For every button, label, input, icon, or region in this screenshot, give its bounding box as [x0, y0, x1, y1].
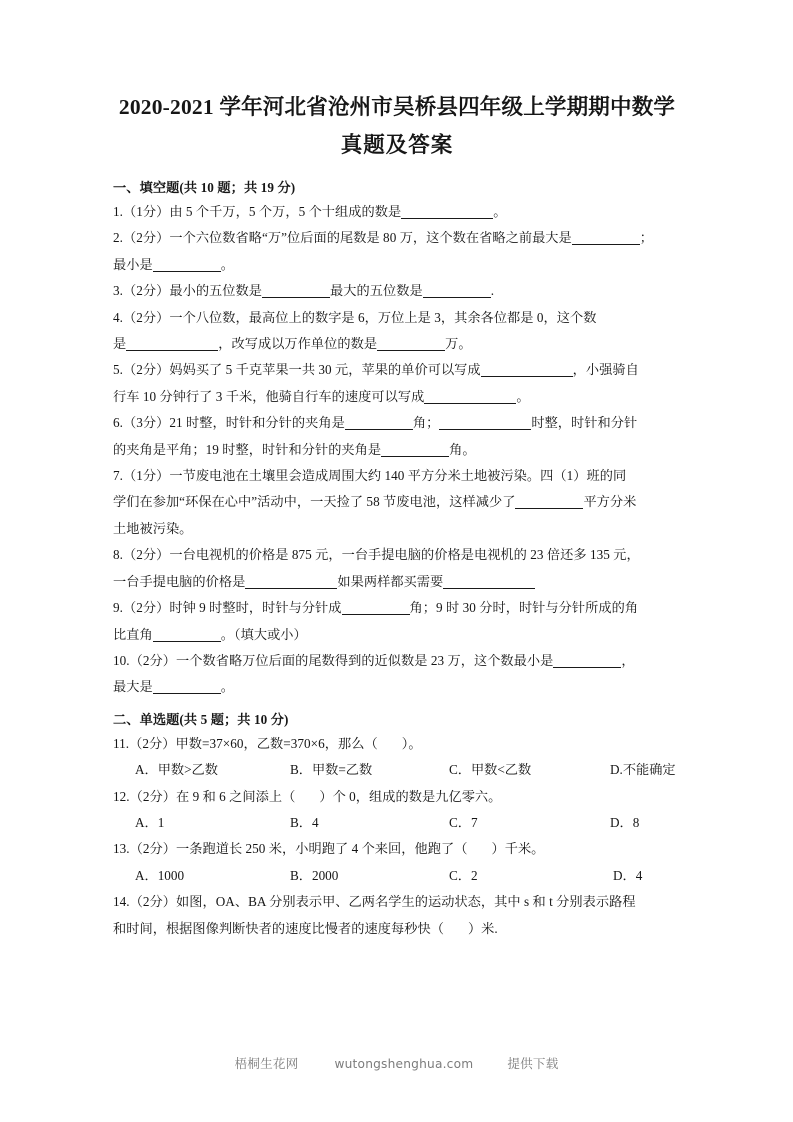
answer-blank[interactable] — [515, 495, 583, 509]
options-row-12 — [113, 810, 691, 836]
question-5-text-b: ，小强骑自 — [572, 362, 639, 378]
answer-blank[interactable] — [401, 205, 493, 219]
question-7-text-c: 平方分米 — [583, 494, 637, 510]
question-11-text-a: 11.（2分）甲数=37×60，乙数=370×6，那么（ — [113, 735, 378, 751]
option-13-a[interactable]: A．1000 — [135, 867, 185, 883]
answer-blank[interactable] — [377, 337, 445, 351]
answer-blank[interactable] — [381, 443, 449, 457]
answer-blank[interactable] — [424, 390, 516, 404]
answer-blank[interactable] — [342, 601, 410, 615]
question-5 — [113, 357, 691, 383]
answer-blank[interactable] — [153, 680, 221, 694]
answer-blank[interactable] — [126, 337, 218, 351]
question-7-cont2 — [113, 516, 691, 542]
option-11-a[interactable]: A．甲数>乙数 — [135, 762, 218, 778]
question-2-cont — [113, 252, 691, 278]
question-8-text-a: 8.（2分）一台电视机的价格是 875 元，一台手提电脑的价格是电视机的 23 倍还多 135 元， — [113, 547, 640, 563]
answer-blank[interactable] — [423, 284, 491, 298]
question-5-text-c: 行车 10 分钟行了 3 千米，他骑自行车的速度可以写成 — [113, 388, 425, 404]
question-3-text-a: 3.（2分）最小的五位数是 — [113, 283, 263, 299]
option-11-d[interactable]: D.不能确定 — [610, 762, 676, 778]
question-7-text-a: 7.（1分）一节废电池在土壤里会造成周围大约 140 平方分米土地被污染。四（1）班的同 — [113, 468, 627, 484]
question-4-text-c: ，改写成以万作单位的数是 — [218, 336, 378, 352]
question-12-text-b: ）个 0，组成的数是九亿零六。 — [319, 788, 502, 804]
answer-blank[interactable] — [245, 575, 337, 589]
question-7 — [113, 463, 691, 489]
footer-note: 提供下载 — [507, 1057, 559, 1071]
question-7-text-b: 学们在参加“环保在心中”活动中，一天捡了 58 节废电池，这样减少了 — [113, 494, 516, 510]
question-10-text-d: 。 — [220, 679, 234, 695]
question-10-cont — [113, 674, 691, 700]
question-14-cont — [113, 916, 691, 942]
question-1 — [113, 199, 691, 225]
question-6-text-e: 角。 — [449, 441, 476, 457]
question-14-text-c: ）米. — [467, 920, 498, 936]
question-8-text-c: 如果两样都买需要 — [337, 573, 444, 589]
question-6-text-c: 时整，时针和分针 — [531, 415, 638, 431]
page-title — [100, 88, 694, 164]
question-4-cont — [113, 331, 691, 357]
question-4-text-a: 4.（2分）一个八位数，最高位上的数字是 6，万位上是 3，其余各位都是 0，这个数 — [113, 309, 597, 325]
answer-blank[interactable] — [153, 628, 221, 642]
question-9 — [113, 595, 691, 621]
answer-blank[interactable] — [443, 575, 535, 589]
question-13-text-a: 13.（2分）一条跑道长 250 米，小明跑了 4 个来回，他跑了（ — [113, 841, 468, 857]
option-13-d[interactable]: D．4 — [613, 867, 643, 883]
question-3 — [113, 278, 691, 304]
question-5-text-a: 5.（2分）妈妈买了 5 千克苹果一共 30 元，苹果的单价可以写成 — [113, 362, 481, 378]
section-heading-fill-in-blank: 一、填空题(共 10 题；共 19 分) — [113, 180, 296, 195]
option-13-b[interactable]: B．2000 — [290, 867, 339, 883]
question-1-text-b: 。 — [493, 204, 507, 219]
question-2 — [113, 225, 691, 251]
answer-blank[interactable] — [153, 258, 221, 272]
question-13-text-b: ）千米。 — [491, 841, 545, 857]
question-10-text-b: ， — [621, 652, 635, 668]
footer-url: wutongshenghua.com — [334, 1057, 474, 1071]
question-6-text-a: 6.（3分）21 时整，时针和分针的夹角是 — [113, 415, 345, 431]
question-10-text-a: 10.（2分）一个数省略万位后面的尾数得到的近似数是 23 万，这个数最小是 — [113, 652, 554, 668]
question-14 — [113, 889, 691, 915]
title-line-1: 2020-2021 学年河北省沧州市吴桥县四年级上学期期中数学 — [118, 95, 676, 119]
question-12 — [113, 784, 691, 810]
option-13-c[interactable]: C．2 — [449, 867, 478, 883]
option-11-b[interactable]: B．甲数=乙数 — [290, 762, 373, 778]
question-9-text-b: 角；9 时 30 分时，时针与分针所成的角 — [409, 600, 639, 616]
question-11 — [113, 731, 691, 757]
question-9-text-a: 9.（2分）时钟 9 时整时，时针与分针成 — [113, 600, 342, 616]
answer-blank[interactable] — [481, 363, 573, 377]
question-1-text-a: 1.（1分）由 5 个千万，5 个万，5 个十组成的数是 — [113, 204, 402, 219]
question-6-text-d: 的夹角是平角；19 时整，时针和分针的夹角是 — [113, 441, 382, 457]
section-heading-multiple-choice: 二、单选题(共 5 题；共 10 分) — [113, 711, 289, 727]
option-12-d[interactable]: D．8 — [610, 814, 640, 830]
title-line-2: 真题及答案 — [340, 133, 454, 157]
question-9-cont — [113, 622, 691, 648]
question-2-text-d: 。 — [220, 256, 234, 272]
question-13 — [113, 836, 691, 862]
question-4-text-d: 万。 — [445, 336, 472, 352]
question-10-text-c: 最大是 — [113, 679, 153, 695]
question-9-text-c: 比直角 — [113, 626, 153, 642]
question-3-text-b: 最大的五位数是 — [330, 283, 423, 299]
document-body — [113, 178, 691, 942]
options-row-13 — [113, 863, 691, 889]
question-11-text-b: ）。 — [401, 735, 422, 751]
question-2-text-b: ； — [639, 230, 654, 246]
question-5-cont — [113, 384, 691, 410]
question-5-text-d: 。 — [516, 388, 530, 404]
option-11-c[interactable]: C．甲数<乙数 — [449, 762, 532, 778]
question-7-cont — [113, 489, 691, 515]
options-row-11 — [113, 757, 691, 783]
question-4-text-b: 是 — [113, 336, 127, 352]
footer-site-name: 梧桐生花网 — [234, 1057, 299, 1071]
option-12-c[interactable]: C．7 — [449, 814, 478, 830]
question-8-cont — [113, 569, 691, 595]
question-10 — [113, 648, 691, 674]
question-8-text-b: 一台手提电脑的价格是 — [113, 573, 246, 589]
question-6-cont — [113, 437, 691, 463]
question-4 — [113, 305, 691, 331]
question-7-text-d: 土地被污染。 — [113, 520, 193, 536]
question-6 — [113, 410, 691, 436]
question-8 — [113, 542, 691, 568]
question-6-text-b: 角； — [412, 415, 440, 431]
option-12-b[interactable]: B．4 — [290, 814, 319, 830]
question-2-text-a: 2.（2分）一个六位数省略“万”位后面的尾数是 80 万，这个数在省略之前最大是 — [113, 230, 572, 246]
question-9-text-d: 。（填大或小） — [220, 626, 307, 642]
option-12-a[interactable]: A．1 — [135, 814, 165, 830]
question-3-text-c: . — [490, 283, 495, 299]
page-footer — [0, 1053, 793, 1072]
question-14-text-a: 14.（2分）如图，OA、BA 分别表示甲、乙两名学生的运动状态，其中 s 和 t 分别表示路程 — [113, 894, 636, 910]
answer-blank[interactable] — [572, 231, 640, 245]
answer-blank[interactable] — [345, 416, 413, 430]
answer-blank[interactable] — [439, 416, 531, 430]
question-12-text-a: 12.（2分）在 9 和 6 之间添上（ — [113, 788, 296, 804]
question-14-text-b: 和时间，根据图像判断快者的速度比慢者的速度每秒快（ — [113, 920, 444, 936]
question-2-text-c: 最小是 — [113, 256, 153, 272]
answer-blank[interactable] — [262, 284, 330, 298]
answer-blank[interactable] — [553, 654, 621, 668]
